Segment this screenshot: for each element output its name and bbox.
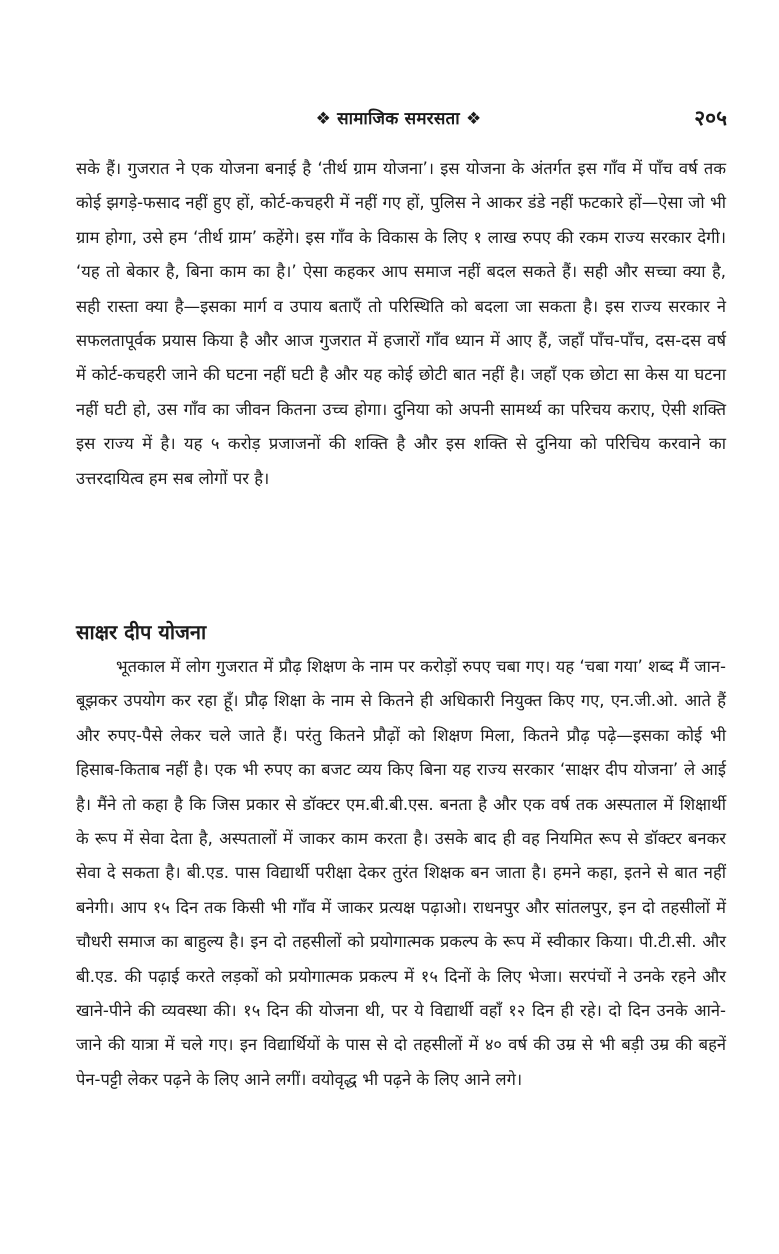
body-paragraph-continued: सके हैं। गुजरात ने एक योजना बनाई है ‘तीर्थ ग्राम योजना’। इस योजना के अंतर्गत इस गाँव में पाँच वर्ष तक कोई झगड़े-फसाद नहीं हुए हों, कोर्ट-कचहरी में नहीं गए हों, पुलिस ने आकर डंडे नहीं फटकारे हों—ऐसा जो भी ग्राम होगा, उसे हम ‘तीर्थ ग्राम’ कहेंगे। इस गाँव के विकास के लिए १ लाख रुपए की रकम राज्य सरकार देगी। ‘यह तो बेकार है, बिना काम का है।’ ऐसा कहकर आप समाज नहीं बदल सकते हैं। सही और सच्चा क्या है, सही रास्ता क्या है—इसका मार्ग व उपाय बताएँ तो परिस्थिति को बदला जा सकता है। इस राज्य सरकार ने सफलतापूर्वक प्रयास किया है और आज गुजरात में हजारों गाँव ध्यान में आए हैं, जहाँ पाँच-पाँच, दस-दस वर्ष में कोर्ट-कचहरी जाने की घटना नहीं घटी है और यह कोई छोटी बात नहीं है। जहाँ एक छोटा सा केस या घटना नहीं घटी हो, उस गाँव का जीवन कितना उच्च होगा। दुनिया को अपनी सामर्थ्य का परिचय कराए, ऐसी शक्ति इस राज्य में है। यह ५ करोड़ प्रजाजनों की शक्ति है और इस शक्ति से दुनिया को परिचिय करवाने का उत्तरदायित्व हम सब लोगों पर है। — [76, 159, 726, 488]
running-title: ❖ सामाजिक समरसता ❖ — [315, 109, 482, 129]
body-paragraph-saakshar-deep: भूतकाल में लोग गुजरात में प्रौढ़ शिक्षण के नाम पर करोड़ों रुपए चबा गए। यह ‘चबा गया’ शब्द मैं जान-बूझकर उपयोग कर रहा हूँ। प्रौढ़ शिक्षा के नाम से कितने ही अधिकारी नियुक्त किए गए, एन.जी.ओ. आते हैं और रुपए-पैसे लेकर चले जाते हैं। परंतु कितने प्रौढ़ों को शिक्षण मिला, कितने प्रौढ़ पढ़े—इसका कोई भी हिसाब-किताब नहीं है। एक भी रुपए का बजट व्यय किए बिना यह राज्य सरकार ‘साक्षर दीप योजना’ ले आई है। मैंने तो कहा है कि जिस प्रकार से डॉक्टर एम.बी.बी.एस. बनता है और एक वर्ष तक अस्पताल में शिक्षार्थी के रूप में सेवा देता है, अस्पतालों में जाकर काम करता है। उसके बाद ही वह नियमित रूप से डॉक्टर बनकर सेवा दे सकता है। बी.एड. पास विद्यार्थी परीक्षा देकर तुरंत शिक्षक बन जाता है। हमने कहा, इतने से बात नहीं बनेगी। आप १५ दिन तक किसी भी गाँव में जाकर प्रत्यक्ष पढ़ाओ। राधनपुर और सांतलपुर, इन दो तहसीलों में चौधरी समाज का बाहुल्य है। इन दो तहसीलों को प्रयोगात्मक प्रकल्प के रूप में स्वीकार किया। पी.टी.सी. और बी.एड. की पढ़ाई करते लड़कों को प्रयोगात्मक प्रकल्प में १५ दिनों के लिए भेजा। सरपंचों ने उनके रहने और खाने-पीने की व्यवस्था की। १५ दिन की योजना थी, पर ये विद्यार्थी वहाँ १२ दिन ही रहे। दो दिन उनके आने-जाने की यात्रा में चले गए। इन विद्यार्थियों के पास से दो तहसीलों में ४० वर्ष की उम्र से भी बड़ी उम्र की बहनें पेन-पट्टी लेकर पढ़ने के लिए आने लगीं। वयोवृद्ध भी पढ़ने के लिए आने लगे। — [76, 657, 726, 1089]
page-header — [70, 106, 727, 136]
page-number: २०५ — [694, 106, 727, 130]
section-heading: साक्षर दीप योजना — [76, 620, 207, 644]
